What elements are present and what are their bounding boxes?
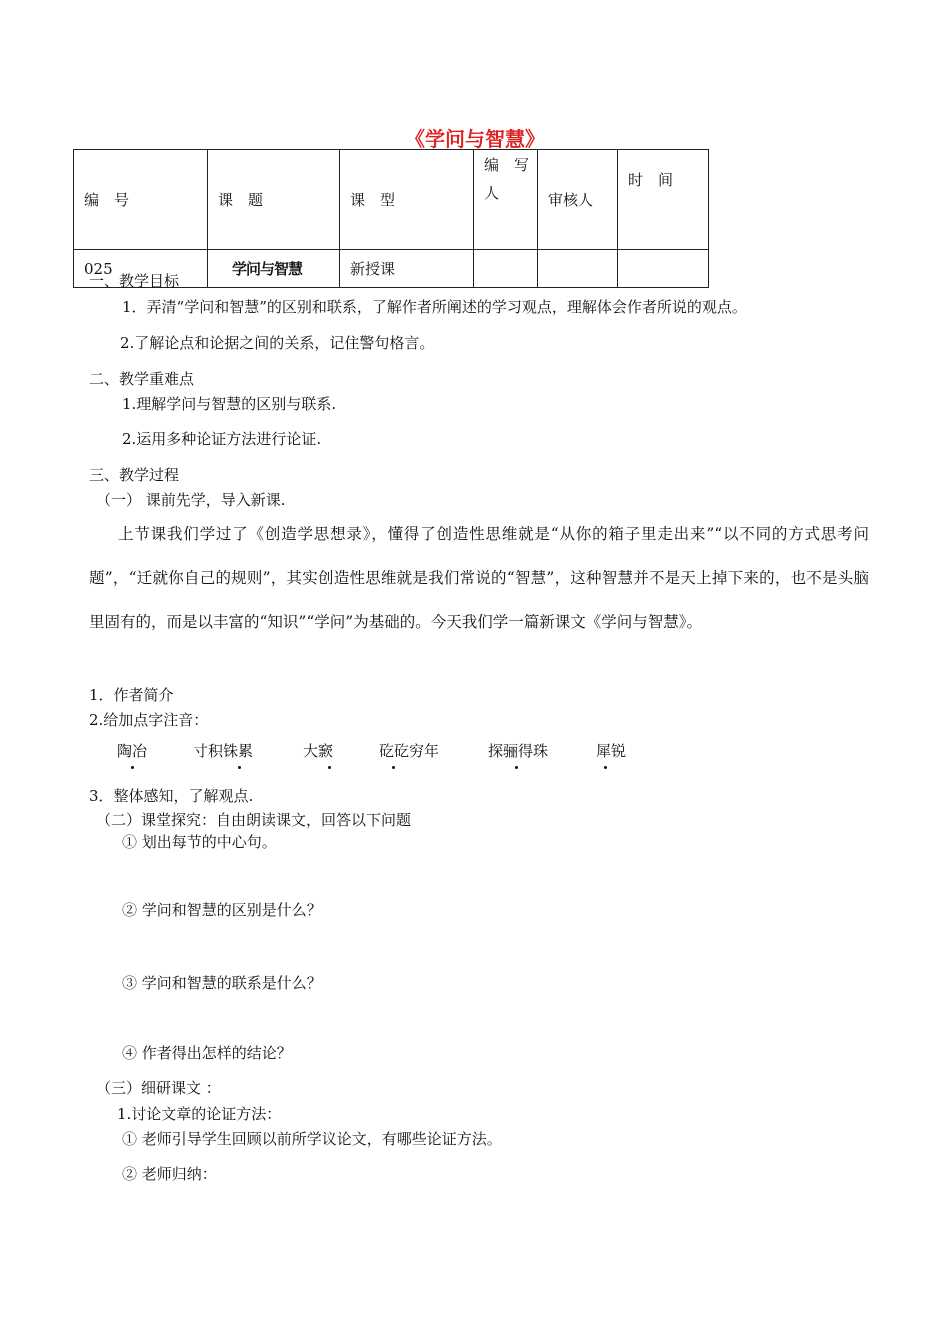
cell-lesson-type: 新授课 <box>340 250 474 288</box>
intro-paragraph: 上节课我们学过了《创造学思想录》，懂得了创造性思维就是“从你的箱子里走出来”“以不同的方式思考问题”，“迁就你自己的规则”，其实创造性思维就是我们常说的“智慧”，这种智慧并不是天上掉下来的，也不是头脑里固有的，而是以丰富的“知识”“学问”为基础的。今天我们学一篇新课文《学问与智慧》。 <box>89 525 869 631</box>
step3-sub-2: ② 老师归纳： <box>122 1165 217 1183</box>
pinyin-word: 寸积铢累 <box>193 742 254 760</box>
pinyin-word: 探骊得珠 <box>488 742 549 760</box>
step3-item-1: 1.讨论文章的论证方法： <box>117 1105 282 1123</box>
page-title: 《学问与智慧》 <box>405 127 545 151</box>
info-table <box>73 149 709 288</box>
pinyin-word-list <box>0 740 950 772</box>
question-4: ④ 作者得出怎样的结论？ <box>122 1044 292 1062</box>
header-writer-line1: 编 写 <box>484 156 530 174</box>
cell-number: 025 <box>74 250 208 288</box>
header-number: 编 号 <box>74 150 208 250</box>
header-time: 时 间 <box>618 150 709 250</box>
cell-time <box>618 250 709 288</box>
pinyin-word: 陶冶 <box>117 742 148 760</box>
keypoint-2: 2.运用多种论证方法进行论证. <box>122 430 322 448</box>
header-lesson-type: 课 型 <box>340 150 474 250</box>
item-author: 1．作者简介 <box>89 686 174 704</box>
pinyin-word: 大窾 <box>303 742 334 760</box>
process-heading: 三、教学过程 <box>89 466 180 484</box>
goal-2: 2.了解论点和论据之间的关系，记住警句格言。 <box>120 334 435 352</box>
step1-heading: （一） 课前先学，导入新课. <box>96 491 286 509</box>
emphasis-dot <box>238 766 241 769</box>
keypoints-heading: 二、教学重难点 <box>89 370 195 388</box>
step2-heading: （二）课堂探究：自由朗读课文，回答以下问题 <box>96 811 412 829</box>
header-subject: 课 题 <box>208 150 340 250</box>
emphasis-dot <box>604 766 607 769</box>
keypoint-1: 1.理解学问与智慧的区别与联系. <box>122 395 337 413</box>
question-2: ② 学问和智慧的区别是什么？ <box>122 901 322 919</box>
header-reviewer: 审核人 <box>538 150 618 250</box>
step3-sub-1: ① 老师引导学生回顾以前所学议论文，有哪些论证方法。 <box>122 1130 502 1148</box>
pinyin-word: 矻矻穷年 <box>379 742 440 760</box>
emphasis-dot <box>328 766 331 769</box>
question-1: ① 划出每节的中心句。 <box>122 833 277 851</box>
item-pinyin: 2.给加点字注音： <box>89 711 209 729</box>
emphasis-dot <box>392 766 395 769</box>
cell-subject: 学问与智慧 <box>208 250 340 288</box>
item-overview: 3．整体感知，了解观点. <box>89 787 254 805</box>
cell-writer <box>474 250 538 288</box>
header-writer-line2: 人 <box>484 184 500 202</box>
question-3: ③ 学问和智慧的联系是什么？ <box>122 974 322 992</box>
cell-reviewer <box>538 250 618 288</box>
step3-heading: （三）细研课文 ： <box>96 1079 221 1097</box>
pinyin-word: 犀锐 <box>596 742 627 760</box>
goal-1: 1．弄清“学问和智慧”的区别和联系，了解作者所阐述的学习观点，理解体会作者所说的观点。 <box>122 298 747 316</box>
emphasis-dot <box>131 766 134 769</box>
goals-heading: 一、教学目标 <box>89 272 180 290</box>
emphasis-dot <box>515 766 518 769</box>
info-table-header-row <box>74 150 709 250</box>
header-writer <box>474 150 538 250</box>
